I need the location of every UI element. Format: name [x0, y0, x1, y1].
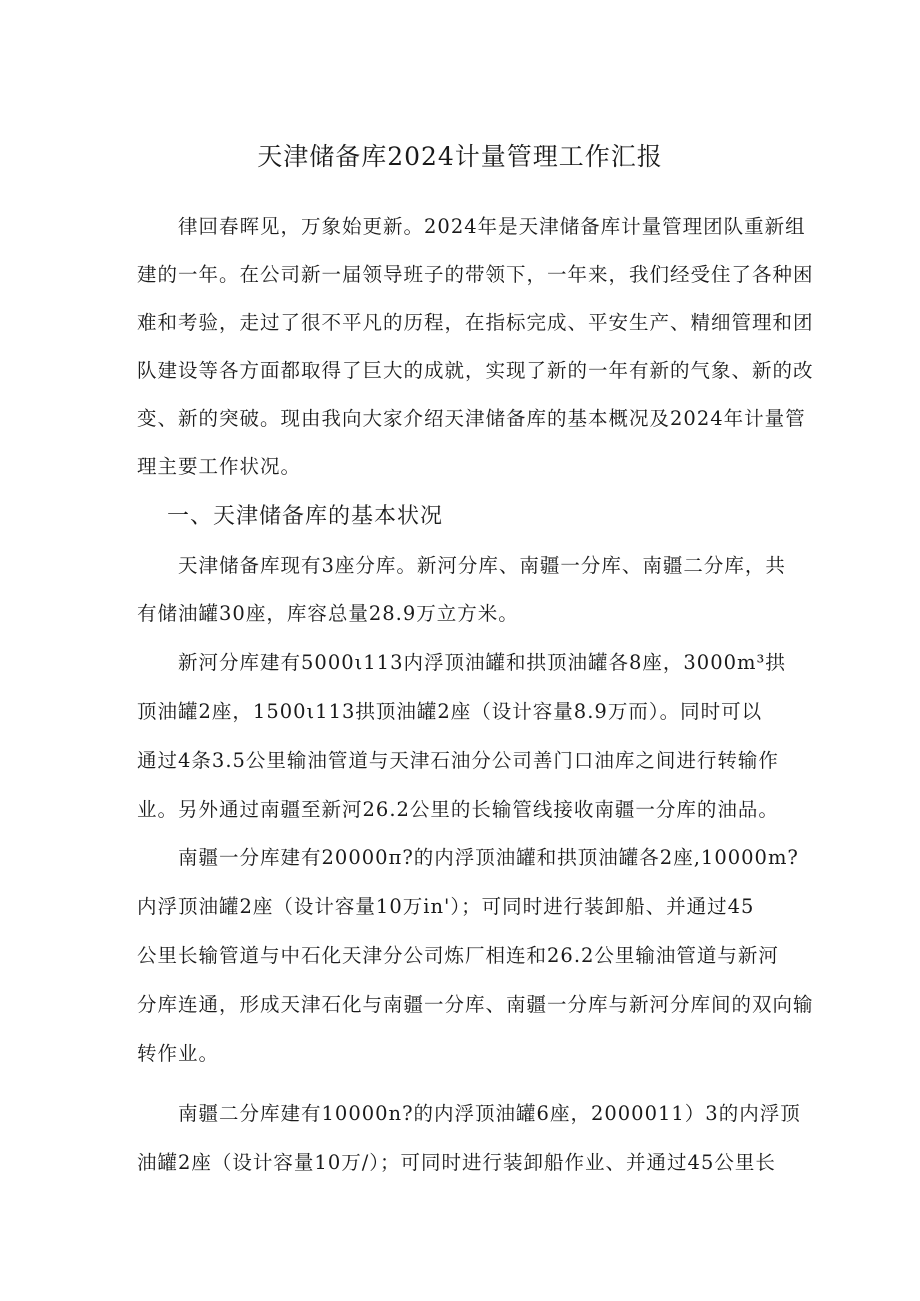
paragraph-line: 公里长输管道与中石化天津分公司炼厂相连和26.2公里输油管道与新河 — [137, 944, 779, 967]
paragraph-line: 有储油罐30座，库容总量28.9万立方米。 — [137, 602, 519, 625]
paragraph-line: 新河分库建有5000ι113内浮顶油罐和拱顶油罐各8座，3000m³拱 — [137, 651, 786, 674]
paragraph-line: 转作业。 — [137, 1042, 220, 1065]
paragraph-line: 业。另外通过南疆至新河26.2公里的长输管线接收南疆一分库的油品。 — [137, 798, 779, 821]
paragraph-line: 南疆一分库建有20000π?的内浮顶油罐和拱顶油罐各2座,10000m? — [137, 846, 799, 869]
paragraph-line: 天津储备库现有3座分库。新河分库、南疆一分库、南疆二分库，共 — [137, 554, 786, 577]
paragraph-line: 队建设等各方面都取得了巨大的成就，实现了新的一年有新的气象、新的改 — [137, 359, 814, 382]
paragraph-line: 分库连通，形成天津石化与南疆一分库、南疆一分库与新河分库间的双向输 — [137, 993, 814, 1016]
paragraph-line: 油罐2座（设计容量10万/）；可同时进行装卸船作业、并通过45公里长 — [137, 1151, 776, 1174]
paragraph-line: 理主要工作状况。 — [137, 455, 302, 478]
paragraph-line: 南疆二分库建有10000n?的内浮顶油罐6座，2000011）3的内浮顶 — [137, 1102, 801, 1125]
paragraph-line: 建的一年。在公司新一届领导班子的带领下，一年来，我们经受住了各种困 — [137, 263, 814, 286]
paragraph-line: 律回春晖见，万象始更新。2024年是天津储备库计量管理团队重新组 — [137, 215, 806, 238]
paragraph-line: 通过4条3.5公里输油管道与天津石油分公司善门口油库之间进行转输作 — [137, 749, 779, 772]
section-heading: 一、天津储备库的基本状况 — [167, 504, 444, 529]
paragraph-line: 顶油罐2座，1500ι113拱顶油罐2座（设计容量8.9万而）。同时可以 — [137, 700, 763, 723]
paragraph-line: 变、新的突破。现由我向大家介绍天津储备库的基本概况及2024年计量管 — [137, 407, 806, 430]
paragraph-line: 内浮顶油罐2座（设计容量10万in'）；可同时进行装卸船、并通过45 — [137, 895, 755, 918]
document-title: 天津储备库2024计量管理工作汇报 — [257, 142, 663, 171]
paragraph-line: 难和考验，走过了很不平凡的历程，在指标完成、平安生产、精细管理和团 — [137, 311, 814, 334]
